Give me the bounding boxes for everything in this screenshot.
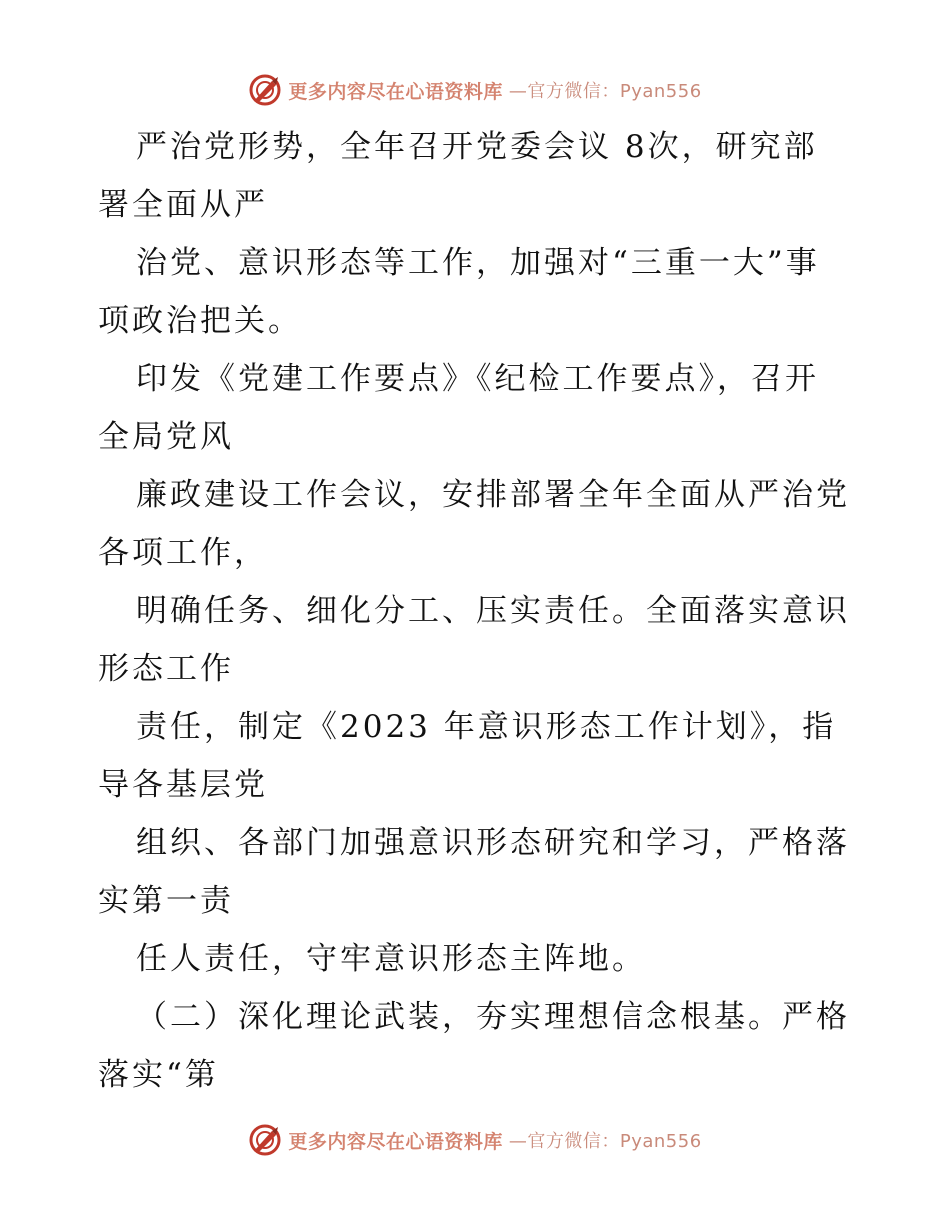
body-line: 严治党形势，全年召开党委会议 8次，研究部 — [136, 129, 818, 165]
body-line: 治党、意识形态等工作，加强对“三重一大”事 — [136, 245, 820, 281]
pen-logo-icon — [248, 1123, 282, 1157]
watermark-header — [0, 70, 950, 110]
body-line: 任人责任，守牢意识形态主阵地。 — [136, 941, 646, 977]
pen-logo-icon — [248, 73, 282, 107]
watermark-contact: —官方微信：Pyan556 — [508, 1131, 702, 1152]
watermark-brand: 更多内容尽在心语资料库 — [288, 1130, 503, 1153]
body-line: 署全面从严 — [98, 187, 268, 223]
body-line: 责任，制定《2023 年意识形态工作计划》，指 — [136, 709, 837, 745]
watermark-footer — [0, 1120, 950, 1160]
body-line: 各项工作， — [98, 535, 268, 571]
body-line: 印发《党建工作要点》《纪检工作要点》，召开 — [136, 361, 819, 397]
section-heading-line: （二）深化理论武装，夯实理想信念根基。严格 — [136, 999, 850, 1035]
watermark-brand: 更多内容尽在心语资料库 — [288, 80, 503, 103]
body-line: 项政治把关。 — [98, 303, 302, 339]
body-line: 导各基层党 — [98, 767, 268, 803]
watermark-contact: —官方微信：Pyan556 — [508, 81, 702, 102]
body-line: 落实“第 — [98, 1057, 219, 1093]
body-line: 组织、各部门加强意识形态研究和学习，严格落 — [136, 825, 850, 861]
body-line: 形态工作 — [98, 651, 234, 687]
body-line: 廉政建设工作会议，安排部署全年全面从严治党 — [136, 477, 850, 513]
body-line: 明确任务、细化分工、压实责任。全面落实意识 — [136, 593, 850, 629]
body-line: 实第一责 — [98, 883, 234, 919]
body-line: 全局党风 — [98, 419, 234, 455]
document-body — [98, 118, 858, 1104]
